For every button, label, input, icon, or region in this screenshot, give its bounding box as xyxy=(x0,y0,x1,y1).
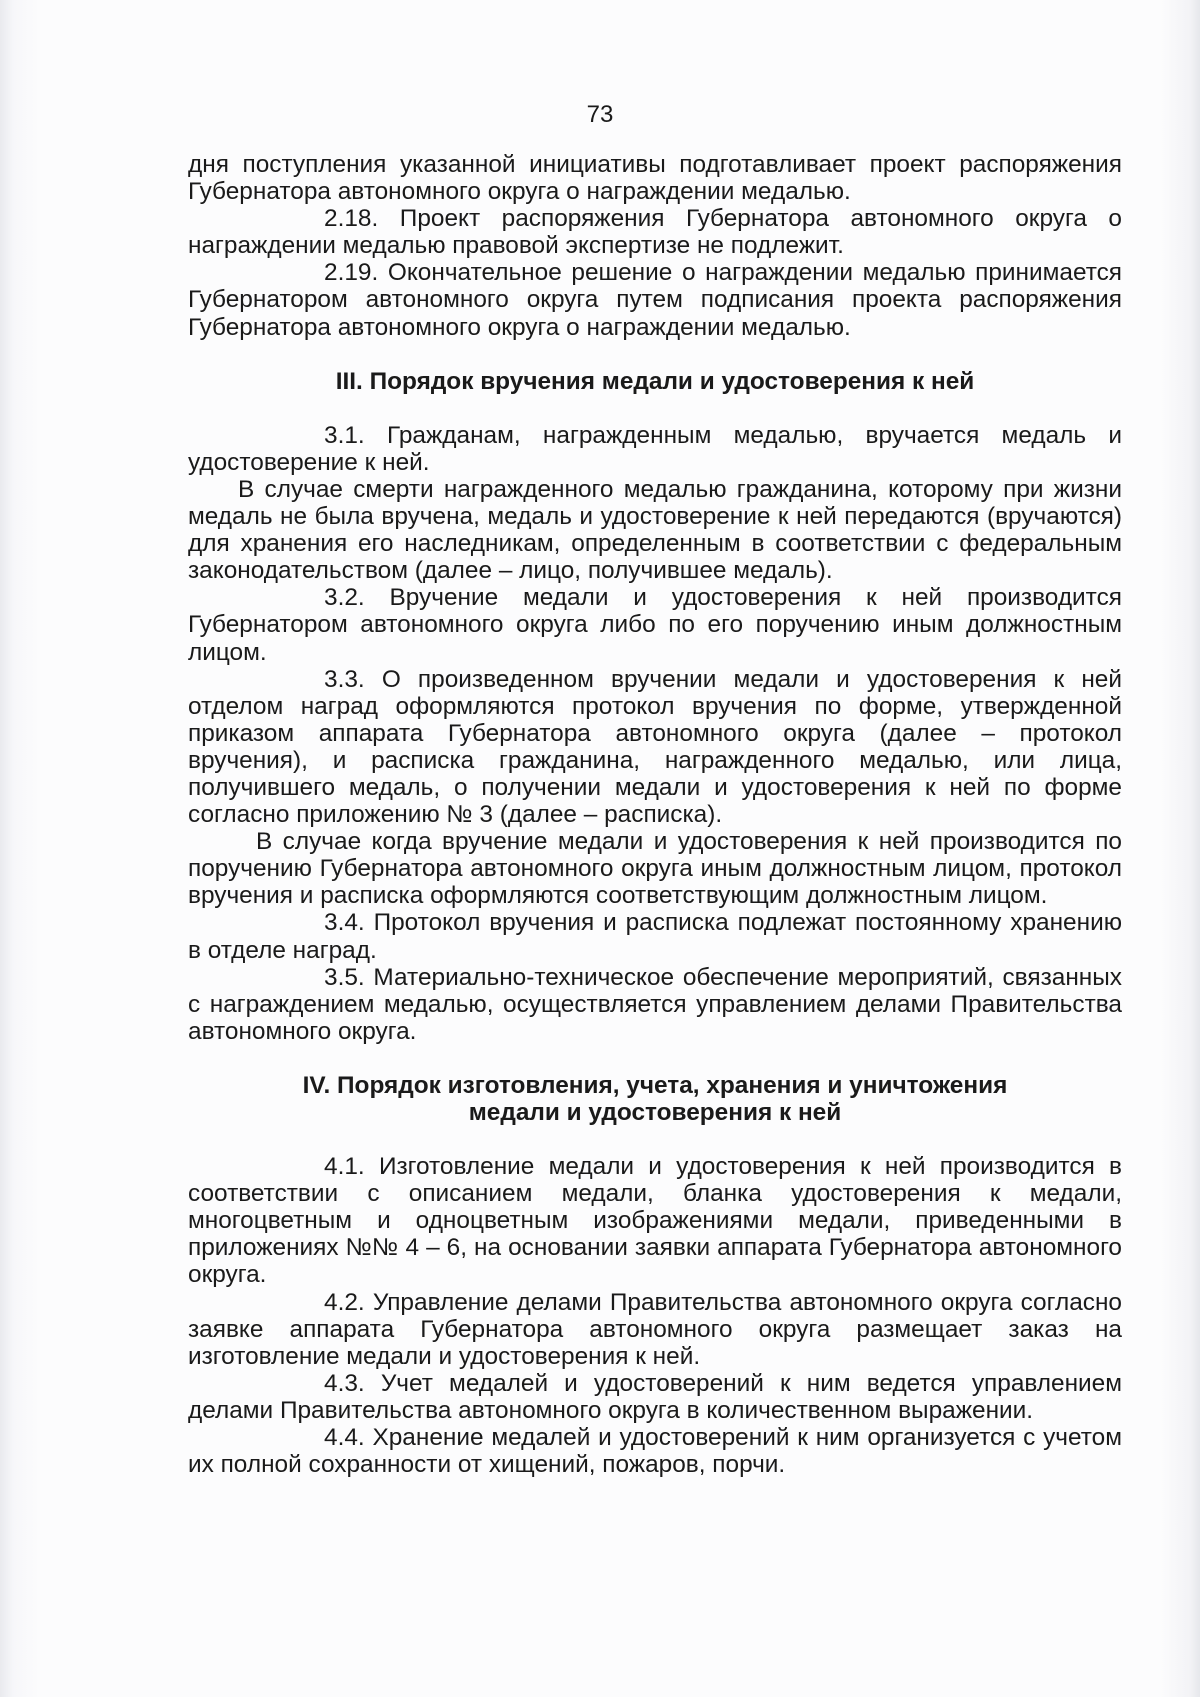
paragraph-4-4 xyxy=(188,1424,1122,1478)
paragraph-4-3 xyxy=(188,1370,1122,1424)
paragraph-text: Проект распоряжения Губернатора автономного округа о награждении медалью правовой экспертизе не подлежит. xyxy=(188,205,1122,260)
paragraph-3-5 xyxy=(188,964,1122,1045)
paragraph-text: Управление делами Правительства автономного округа согласно заявке аппарата Губернатора автономного округа размещает заказ на изготовление медали и удостоверения к ней. xyxy=(188,1288,1122,1370)
clause-number: 4.2. xyxy=(324,1288,365,1316)
section-4-heading-line-1: IV. Порядок изготовления, учета, хранения и уничтожения xyxy=(302,1071,1008,1099)
clause-number: 3.2. xyxy=(324,584,365,612)
paragraph-text: дня поступления указанной инициативы подготавливает проект распоряжения Губернатора автономного округа о награждении медалью. xyxy=(188,151,1122,206)
clause-number: 4.3. xyxy=(324,1369,365,1397)
paragraph-3-1 xyxy=(188,422,1122,476)
clause-number: 3.4. xyxy=(324,909,365,937)
paragraph-text: Вручение медали и удостоверения к ней производится Губернатором автономного округа либо по его поручению иным должностным лицом. xyxy=(188,584,1122,666)
clause-number: 2.19. xyxy=(324,259,379,287)
clause-number: 3.1. xyxy=(324,421,365,449)
clause-number: 3.5. xyxy=(324,963,365,991)
paragraph-text: В случае смерти награжденного медалью гражданина, которому при жизни медаль не была вручена, медаль и удостоверение к ней передаются (вручаются) для хранения его наследникам, определенным в соответствии с федеральным законодательством (далее – лицо, получившее медаль). xyxy=(188,475,1122,585)
paragraph-4-1 xyxy=(188,1153,1122,1288)
paragraph-text: О произведенном вручении медали и удостоверения к ней отделом наград оформляются протокол вручения по форме, утвержденной приказом аппарата Губернатора автономного округа (далее – протокол вручения), и расписка гражданина, награжденного медалью, или лица, получившего медаль, о получении медали и удостоверения к ней по форме согласно приложению № 3 (далее – расписка). xyxy=(188,665,1122,829)
clause-number: 4.4. xyxy=(324,1424,365,1452)
paragraph-text: Учет медалей и удостоверений к ним ведется управлением делами Правительства автономного округа в количественном выражении. xyxy=(188,1369,1123,1424)
paragraph-text: Хранение медалей и удостоверений к ним организуется с учетом их полной сохранности от хищений, пожаров, порчи. xyxy=(188,1424,1122,1479)
paragraph-3-2 xyxy=(188,584,1122,665)
section-4-heading xyxy=(188,1072,1122,1126)
paragraph-text: Гражданам, награжденным медалью, вручается медаль и удостоверение к ней. xyxy=(188,421,1122,476)
paragraph-text: В случае когда вручение медали и удостоверения к ней производится по поручению Губернатора автономного округа иным должностным лицом, протокол вручения и расписка оформляются соответствующим должностным лицом. xyxy=(188,828,1122,910)
page-number: 73 xyxy=(586,101,614,128)
paragraph-2-18 xyxy=(188,205,1122,259)
paragraph-3-1-continued xyxy=(188,476,1122,584)
section-3-heading: III. Порядок вручения медали и удостоверения к ней xyxy=(335,367,975,395)
paragraph-4-2 xyxy=(188,1289,1122,1370)
clause-number: 4.1. xyxy=(324,1153,365,1181)
document-body xyxy=(188,151,1122,1478)
paragraph-3-3 xyxy=(188,666,1122,829)
paragraph-text: Материально-техническое обеспечение мероприятий, связанных с награждением медалью, осуществляется управлением делами Правительства автономного округа. xyxy=(188,963,1122,1045)
paragraph-text: Изготовление медали и удостоверения к ней производится в соответствии с описанием медали, бланка удостоверения к медали, многоцветным и одноцветным изображениями медали, приведенными в приложениях №№ 4 – 6, на основании заявки аппарата Губернатора автономного округа. xyxy=(188,1153,1122,1289)
paragraph-3-3-continued xyxy=(188,828,1122,909)
paragraph-3-4 xyxy=(188,909,1122,963)
clause-number: 2.18. xyxy=(324,205,379,233)
paragraph-continuation xyxy=(188,151,1122,205)
section-4-heading-line-2: медали и удостоверения к ней xyxy=(468,1099,842,1126)
clause-number: 3.3. xyxy=(324,665,365,693)
paragraph-text: Окончательное решение о награждении медалью принимается Губернатором автономного округа путем подписания проекта распоряжения Губернатора автономного округа о награждении медалью. xyxy=(188,259,1122,341)
paragraph-text: Протокол вручения и расписка подлежат постоянному хранению в отделе наград. xyxy=(188,909,1122,964)
paragraph-2-19 xyxy=(188,259,1122,340)
